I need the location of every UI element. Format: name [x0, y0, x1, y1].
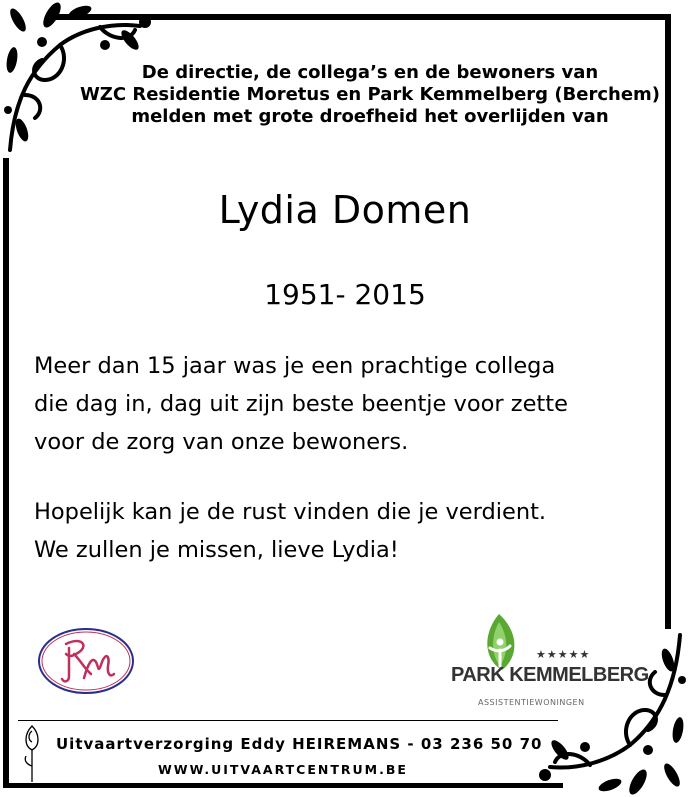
message-line: Meer dan 15 jaar was je een prachtige collega — [34, 353, 556, 379]
rating-stars: ★★★★★ — [536, 648, 591, 661]
paragraph-gap — [34, 461, 664, 493]
farewell-line: We zullen je missen, lieve Lydia! — [34, 537, 399, 563]
intro-line: De directie, de collega’s en de bewoners van — [141, 62, 599, 83]
footer-divider — [18, 720, 558, 721]
intro-text — [70, 62, 670, 128]
message-line: die dag in, dag uit zijn beste beentje voor zette — [34, 391, 568, 417]
park-kemmelberg-logo — [440, 612, 649, 712]
life-years: 1951- 2015 — [264, 278, 426, 311]
funeral-home-line: Uitvaartverzorging Eddy HEIREMANS - 03 236 50 70 — [56, 735, 543, 753]
park-kemmelberg-subtitle: ASSISTENTIEWONINGEN — [478, 698, 585, 707]
wish-line: Hopelijk kan je de rust vinden die je verdient. — [34, 499, 547, 525]
frame-bottom-border — [3, 783, 563, 788]
leaf-person-icon — [474, 612, 524, 672]
flower-bud-icon — [18, 722, 46, 784]
memorial-message — [34, 347, 664, 569]
deceased-name: Lydia Domen — [218, 188, 472, 232]
frame-left-border — [3, 158, 9, 788]
intro-line: melden met grote droefheid het overlijden van — [131, 106, 609, 127]
intro-line: WZC Residentie Moretus en Park Kemmelberg (Berchem) — [79, 84, 661, 105]
website-link[interactable]: WWW.UITVAARTCENTRUM.BE — [158, 762, 408, 777]
park-kemmelberg-name: PARK KEMMELBERG — [451, 664, 649, 686]
rm-monogram-icon — [36, 626, 136, 696]
message-line: voor de zorg van onze bewoners. — [34, 429, 409, 455]
